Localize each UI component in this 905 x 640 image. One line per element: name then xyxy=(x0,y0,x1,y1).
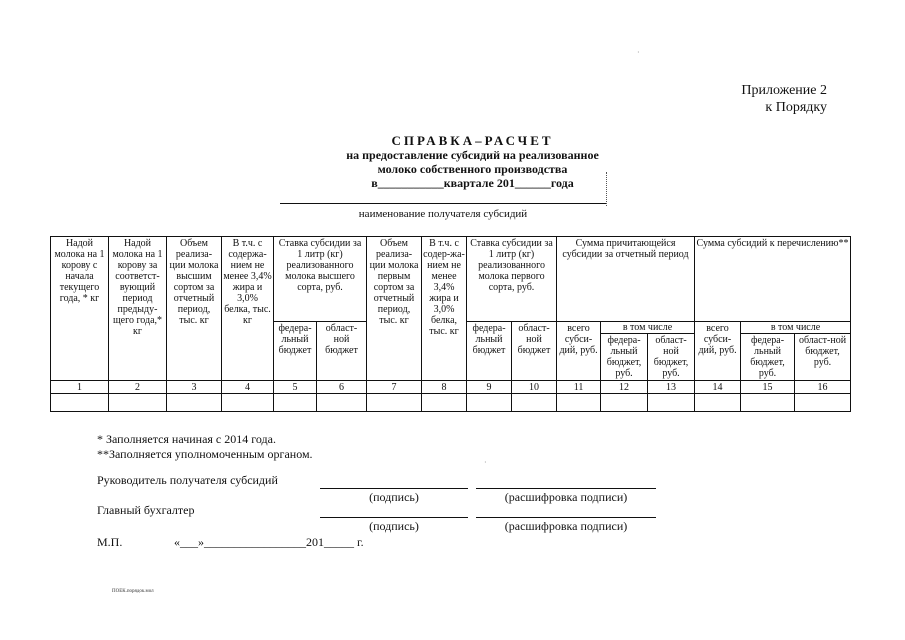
title-line-2: молоко собственного производства xyxy=(377,162,568,176)
col-number: 7 xyxy=(367,381,422,394)
header-volume-first: Объем реализа-ции молока первым сортом за отчетный период, тыс. кг xyxy=(367,237,422,381)
col-number: 11 xyxy=(557,381,601,394)
footnote-1: * Заполняется начиная с 2014 года. xyxy=(97,432,276,446)
accountant-decoding-line xyxy=(476,517,656,518)
column-number-row xyxy=(51,381,851,394)
col-number: 14 xyxy=(695,381,741,394)
header-premium-fat-protein: В т.ч. с содержа-нием не менее 3,4% жира и 3,0% белка, тыс. кг xyxy=(222,237,274,381)
col-number: 12 xyxy=(601,381,648,394)
header-subsidy-due: Сумма причитающейся субсидии за отчетный период xyxy=(557,237,695,322)
footer-file-code: ПОЕК.порядок.мол xyxy=(112,589,154,594)
header-subsidy-transfer: Сумма субсидий к перечислению** xyxy=(695,237,851,322)
sub-federal-premium: федера-льный бюджет xyxy=(274,322,317,381)
col-number: 4 xyxy=(222,381,274,394)
scan-speck: · xyxy=(637,48,640,57)
head-signature-label: Руководитель получателя субсидий xyxy=(97,473,278,487)
scan-artifact-line xyxy=(606,172,607,206)
sub-including-due: в том числе xyxy=(601,322,695,334)
header-yield-previous: Надой молока на 1 корову за соответст-вующий период предыду-щего года,* кг xyxy=(109,237,167,381)
sub-regional-rub-due: област-ной бюджет, руб. xyxy=(648,334,695,381)
header-first-fat-protein: В т.ч. с содер-жа-нием не менее 3,4% жира и 3,0% белка, тыс. кг xyxy=(422,237,467,381)
col-number: 16 xyxy=(795,381,851,394)
header-yield-current: Надой молока на 1 корову с начала текущего года, * кг xyxy=(51,237,109,381)
appendix-block xyxy=(741,82,827,116)
sub-total-transfer: всего субси-дий, руб. xyxy=(695,322,741,381)
col-number: 8 xyxy=(422,381,467,394)
head-signature-caption: (подпись) xyxy=(369,490,419,504)
col-number: 13 xyxy=(648,381,695,394)
col-number: 9 xyxy=(467,381,512,394)
header-volume-premium: Объем реализа-ции молока высшим сортом за отчетный период, тыс. кг xyxy=(167,237,222,381)
col-number: 3 xyxy=(167,381,222,394)
col-number: 2 xyxy=(109,381,167,394)
head-signature-line xyxy=(320,488,468,489)
col-number: 10 xyxy=(512,381,557,394)
accountant-signature-caption: (подпись) xyxy=(369,519,419,533)
sub-regional-premium: област-ной бюджет xyxy=(317,322,367,381)
title-heading: СПРАВКА–РАСЧЕТ xyxy=(391,133,554,148)
sub-federal-rub-transfer: федера-льный бюджет, руб. xyxy=(741,334,795,381)
recipient-caption: наименование получателя субсидий xyxy=(358,208,528,220)
stamp-label: М.П. xyxy=(97,535,123,549)
calculation-table xyxy=(50,236,851,412)
header-rate-first: Ставка субсидии за 1 литр (кг) реализованного молока первого сорта, руб. xyxy=(467,237,557,322)
col-number: 6 xyxy=(317,381,367,394)
document-title xyxy=(0,134,905,190)
sub-including-transfer: в том числе xyxy=(741,322,851,334)
head-decoding-caption: (расшифровка подписи) xyxy=(504,490,628,504)
signing-date: «___»_________________201_____ г. xyxy=(174,535,364,549)
col-number: 1 xyxy=(51,381,109,394)
col-number: 15 xyxy=(741,381,795,394)
head-decoding-line xyxy=(476,488,656,489)
col-number: 5 xyxy=(274,381,317,394)
accountant-signature-label: Главный бухгалтер xyxy=(97,503,195,517)
footnote-2: **Заполняется уполномоченным органом. xyxy=(97,447,313,461)
appendix-reference: к Порядку xyxy=(765,100,827,115)
appendix-number: Приложение 2 xyxy=(741,83,827,98)
accountant-decoding-caption: (расшифровка подписи) xyxy=(504,519,628,533)
data-entry-row xyxy=(51,394,851,412)
title-line-3: в___________квартале 201______года xyxy=(371,176,574,190)
header-rate-premium: Ставка субсидии за 1 литр (кг) реализованного молока высшего сорта, руб. xyxy=(274,237,367,322)
sub-federal-rub-due: федера-льный бюджет, руб. xyxy=(601,334,648,381)
accountant-signature-line xyxy=(320,517,468,518)
sub-federal-first: федера-льный бюджет xyxy=(467,322,512,381)
sub-regional-rub-transfer: област-ной бюджет, руб. xyxy=(795,334,851,381)
sub-regional-first: област-ной бюджет xyxy=(512,322,557,381)
scan-speck: · xyxy=(484,458,487,467)
recipient-name-line xyxy=(280,203,606,204)
title-line-1: на предоставление субсидий на реализованное xyxy=(346,148,599,162)
sub-total-due: всего субси-дий, руб. xyxy=(557,322,601,381)
